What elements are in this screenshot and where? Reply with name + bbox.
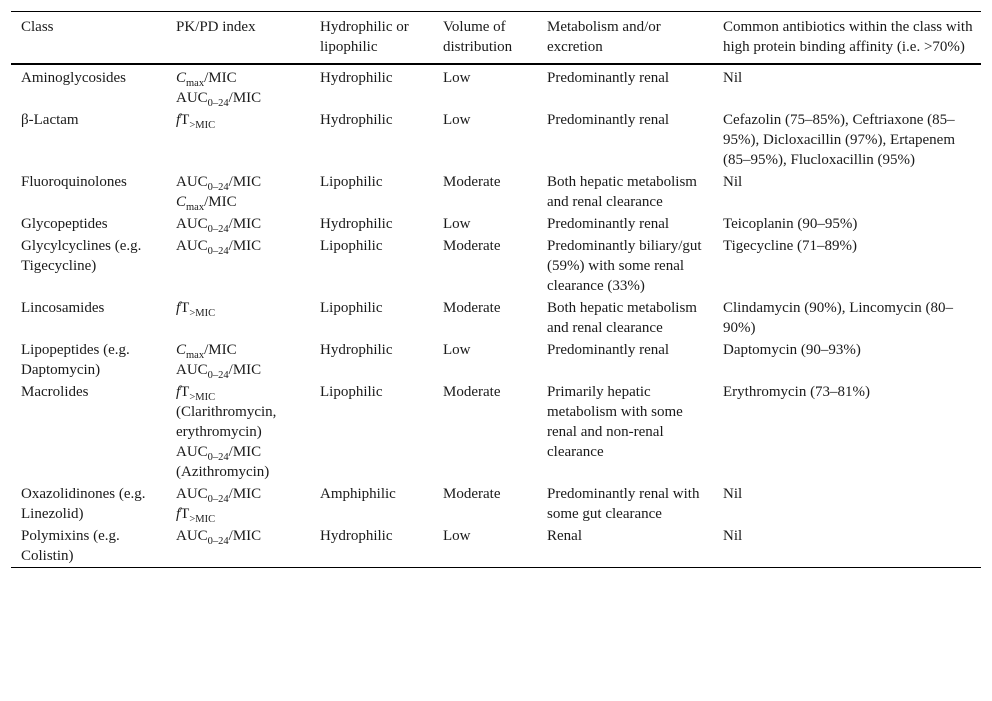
- pkpd-subscript: 0–24: [207, 246, 229, 257]
- pkpd-line: [176, 298, 310, 318]
- pkpd-text: C: [176, 70, 187, 86]
- pkpd-subscript: 0–24: [207, 452, 229, 463]
- cell-hydrophilic-lipophilic: Lipophilic: [320, 300, 383, 316]
- cell-hydrophilic-lipophilic: Amphiphilic: [320, 486, 396, 502]
- header-volume-of-distribution: Volume of distribution: [433, 12, 537, 65]
- cell-pkpd-index: [166, 482, 310, 524]
- pkpd-text: /MIC: [228, 238, 262, 254]
- pkpd-text: (Azithromycin): [176, 464, 270, 480]
- cell-pkpd-index: [166, 64, 310, 108]
- pkpd-text: /MIC: [228, 444, 262, 460]
- cell-class: Aminoglycosides: [21, 70, 126, 86]
- pkpd-text: AUC: [176, 238, 208, 254]
- cell-metabolism-excretion: Primarily hepatic metabolism with some renal and non-renal clearance: [547, 384, 683, 460]
- pkpd-line: [176, 442, 310, 462]
- header-pkpd-index: PK/PD index: [166, 12, 310, 65]
- cell-volume-of-distribution: Low: [443, 216, 471, 232]
- pkpd-text: f: [176, 112, 181, 128]
- pkpd-text: /MIC: [228, 216, 262, 232]
- pkpd-text: AUC: [176, 90, 208, 106]
- cell-metabolism-excretion: Predominantly renal: [547, 112, 670, 128]
- cell-hydrophilic-lipophilic: Hydrophilic: [320, 112, 393, 128]
- cell-volume-of-distribution: Moderate: [443, 174, 501, 190]
- pkpd-line: [176, 382, 310, 402]
- cell-pkpd-index: [166, 524, 310, 568]
- table-row: [11, 108, 981, 170]
- pkpd-text: AUC: [176, 528, 208, 544]
- cell-class: β-Lactam: [21, 112, 79, 128]
- header-row: [11, 12, 981, 65]
- pkpd-line: [176, 360, 310, 380]
- pkpd-subscript: max: [186, 350, 205, 361]
- pkpd-text: /MIC: [204, 194, 237, 210]
- pkpd-text: T: [180, 112, 190, 128]
- pkpd-text: /MIC: [204, 342, 237, 358]
- pkpd-line: [176, 192, 310, 212]
- pkpd-subscript: 0–24: [207, 224, 229, 235]
- pkpd-text: AUC: [176, 362, 208, 378]
- cell-class: Glycylcyclines (e.g. Tigecycline): [21, 238, 142, 274]
- pkpd-subscript: 0–24: [207, 370, 229, 381]
- table-row: [11, 380, 981, 482]
- cell-class: Fluoroquinolones: [21, 174, 127, 190]
- table-row: [11, 524, 981, 568]
- cell-metabolism-excretion: Predominantly renal: [547, 342, 670, 358]
- pkpd-line: [176, 504, 310, 524]
- pkpd-subscript: >MIC: [189, 392, 216, 403]
- cell-common-antibiotics: Nil: [723, 70, 743, 86]
- cell-common-antibiotics: Cefazolin (75–85%), Ceftriaxone (85–95%), Dicloxacillin (97%), Ertapenem (85–95%), Flucloxacillin (95%): [723, 112, 956, 168]
- cell-pkpd-index: [166, 212, 310, 234]
- header-metabolism-excretion: Metabolism and/or excretion: [537, 12, 713, 65]
- cell-metabolism-excretion: Both hepatic metabolism and renal clearance: [547, 174, 697, 210]
- cell-pkpd-index: [166, 170, 310, 212]
- table-row: [11, 64, 981, 108]
- pkpd-line: [176, 214, 310, 234]
- cell-pkpd-index: [166, 338, 310, 380]
- pkpd-text: (Clarithromycin,: [176, 404, 277, 420]
- pkpd-line: [176, 422, 310, 442]
- pkpd-line: [176, 110, 310, 130]
- cell-hydrophilic-lipophilic: Lipophilic: [320, 174, 383, 190]
- pkpd-subscript: max: [186, 202, 205, 213]
- antibiotic-classes-table: [11, 11, 981, 568]
- cell-class: Polymixins (e.g. Colistin): [11, 524, 166, 568]
- pkpd-text: /MIC: [204, 70, 237, 86]
- cell-metabolism-excretion: Predominantly renal: [547, 216, 670, 232]
- pkpd-subscript: 0–24: [207, 536, 229, 547]
- pkpd-text: f: [176, 384, 181, 400]
- cell-metabolism-excretion: Renal: [537, 524, 713, 568]
- table-row: [11, 212, 981, 234]
- pkpd-text: AUC: [176, 174, 208, 190]
- cell-pkpd-index: [166, 296, 310, 338]
- pkpd-subscript: max: [186, 78, 205, 89]
- pkpd-text: AUC: [176, 444, 208, 460]
- pkpd-text: /MIC: [228, 362, 262, 378]
- cell-class: Oxazolidinones (e.g. Linezolid): [21, 486, 146, 522]
- table-row: [11, 234, 981, 296]
- cell-class: Macrolides: [21, 384, 89, 400]
- pkpd-line: [176, 236, 310, 256]
- pkpd-subscript: 0–24: [207, 182, 229, 193]
- cell-volume-of-distribution: Low: [433, 524, 537, 568]
- cell-common-antibiotics: Nil: [723, 486, 743, 502]
- cell-hydrophilic-lipophilic: Hydrophilic: [320, 342, 393, 358]
- pkpd-text: /MIC: [228, 90, 262, 106]
- cell-volume-of-distribution: Moderate: [443, 238, 501, 254]
- header-hydrophilic-lipophilic: Hydrophilic or lipophilic: [310, 12, 433, 65]
- pkpd-text: /MIC: [228, 486, 262, 502]
- cell-volume-of-distribution: Moderate: [443, 384, 501, 400]
- pkpd-text: T: [180, 384, 190, 400]
- cell-hydrophilic-lipophilic: Lipophilic: [320, 238, 383, 254]
- pkpd-text: T: [180, 300, 190, 316]
- cell-pkpd-index: [166, 234, 310, 296]
- pkpd-text: erythromycin): [176, 424, 262, 440]
- table-row: [11, 170, 981, 212]
- pkpd-text: f: [176, 506, 181, 522]
- cell-metabolism-excretion: Predominantly biliary/gut (59%) with some renal clearance (33%): [547, 238, 702, 294]
- cell-hydrophilic-lipophilic: Lipophilic: [320, 384, 383, 400]
- pkpd-subscript: >MIC: [189, 514, 216, 525]
- pkpd-line: [176, 402, 310, 422]
- pkpd-text: C: [176, 342, 187, 358]
- cell-hydrophilic-lipophilic: Hydrophilic: [310, 524, 433, 568]
- table-row: [11, 338, 981, 380]
- cell-metabolism-excretion: Both hepatic metabolism and renal clearance: [547, 300, 697, 336]
- cell-common-antibiotics: Teicoplanin (90–95%): [723, 216, 858, 232]
- cell-volume-of-distribution: Low: [443, 342, 471, 358]
- cell-volume-of-distribution: Moderate: [443, 300, 501, 316]
- pkpd-subscript: >MIC: [189, 120, 216, 131]
- pkpd-line: [176, 172, 310, 192]
- pkpd-line: [176, 68, 310, 88]
- cell-volume-of-distribution: Moderate: [443, 486, 501, 502]
- table-row: [11, 482, 981, 524]
- pkpd-text: AUC: [176, 216, 208, 232]
- pkpd-line: [176, 340, 310, 360]
- header-class: Class: [11, 12, 166, 65]
- cell-common-antibiotics: Erythromycin (73–81%): [723, 384, 871, 400]
- pkpd-text: T: [180, 506, 190, 522]
- cell-metabolism-excretion: Predominantly renal: [547, 70, 670, 86]
- table-row: [11, 296, 981, 338]
- cell-common-antibiotics: Daptomycin (90–93%): [723, 342, 861, 358]
- pkpd-line: [176, 462, 310, 482]
- cell-common-antibiotics: Tigecycline (71–89%): [723, 238, 858, 254]
- pkpd-text: f: [176, 300, 181, 316]
- cell-class: Glycopeptides: [21, 216, 108, 232]
- cell-common-antibiotics: Clindamycin (90%), Lincomycin (80–90%): [723, 300, 953, 336]
- pkpd-line: [176, 484, 310, 504]
- cell-class: Lincosamides: [21, 300, 105, 316]
- pkpd-text: AUC: [176, 486, 208, 502]
- cell-hydrophilic-lipophilic: Hydrophilic: [320, 216, 393, 232]
- cell-volume-of-distribution: Low: [443, 112, 471, 128]
- pkpd-subscript: 0–24: [207, 494, 229, 505]
- cell-volume-of-distribution: Low: [443, 70, 471, 86]
- cell-pkpd-index: [166, 108, 310, 170]
- pkpd-text: C: [176, 194, 187, 210]
- cell-pkpd-index: [166, 380, 310, 482]
- header-common-antibiotics: Common antibiotics within the class with high protein binding affinity (i.e. >70%): [713, 12, 981, 65]
- table-body: [11, 64, 981, 568]
- cell-hydrophilic-lipophilic: Hydrophilic: [320, 70, 393, 86]
- cell-common-antibiotics: Nil: [713, 524, 981, 568]
- table-header: [11, 12, 981, 65]
- pkpd-subscript: 0–24: [207, 98, 229, 109]
- pkpd-subscript: >MIC: [189, 308, 216, 319]
- pkpd-line: [176, 88, 310, 108]
- pkpd-text: /MIC: [228, 174, 262, 190]
- pkpd-line: [176, 526, 310, 546]
- cell-class: Lipopeptides (e.g. Daptomycin): [21, 342, 130, 378]
- cell-common-antibiotics: Nil: [723, 174, 743, 190]
- cell-metabolism-excretion: Predominantly renal with some gut clearance: [547, 486, 700, 522]
- pkpd-text: /MIC: [228, 528, 262, 544]
